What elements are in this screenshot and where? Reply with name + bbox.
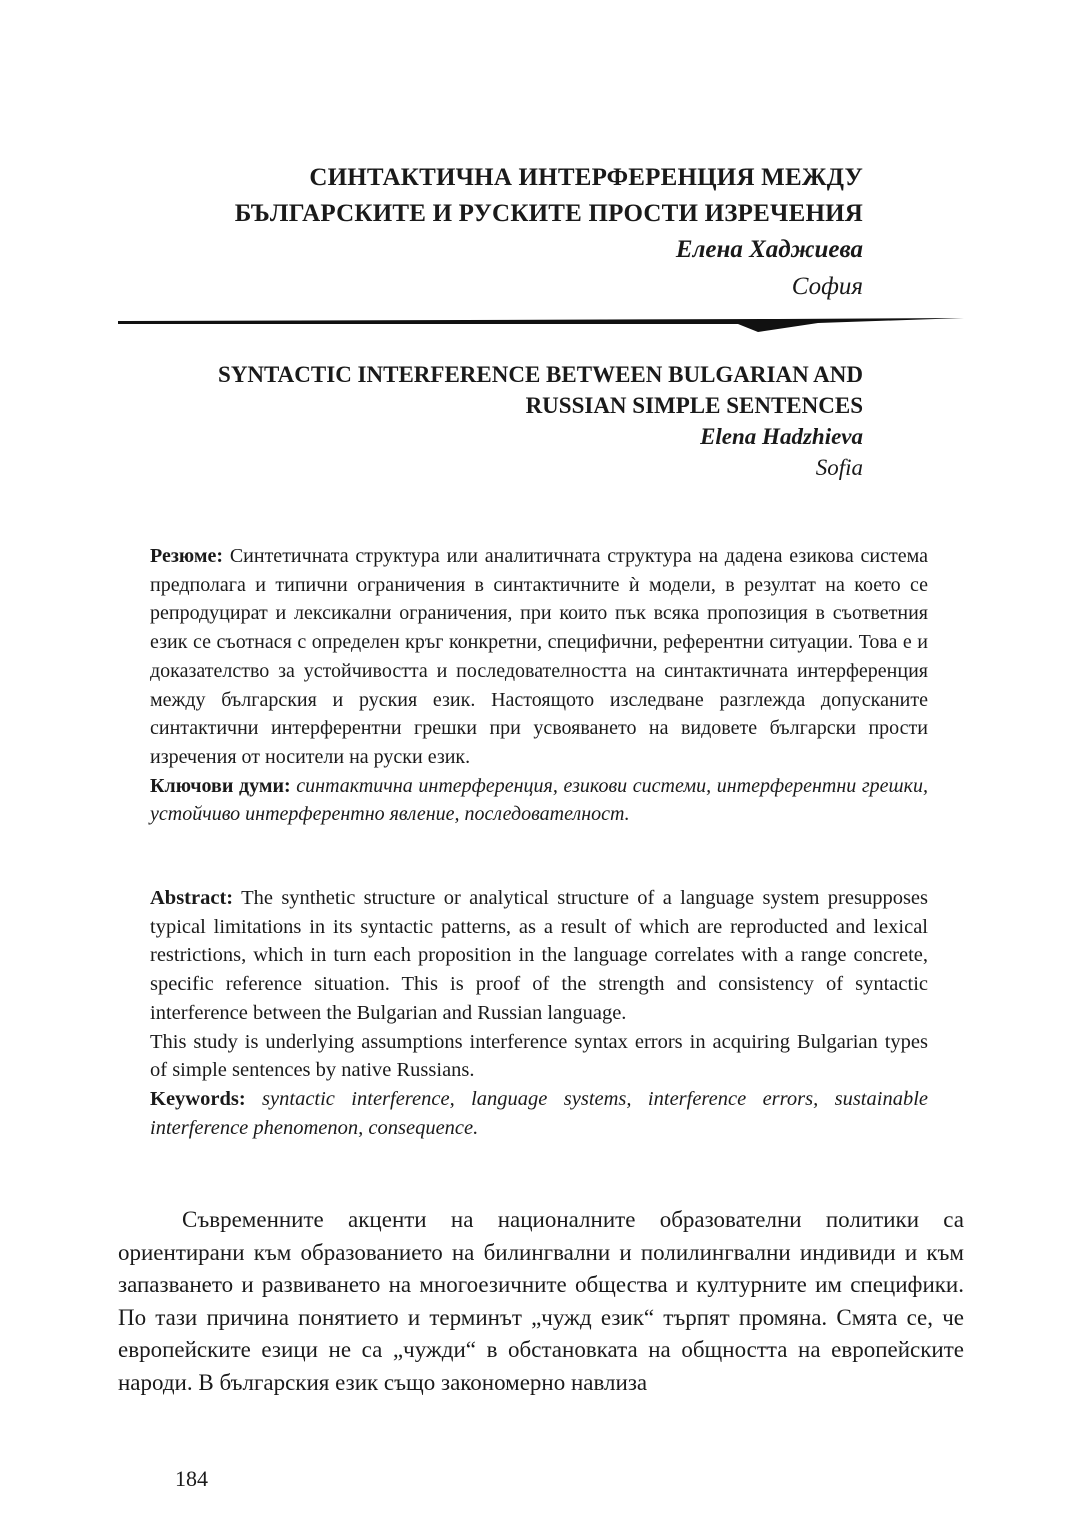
abstract-bulgarian (150, 542, 928, 829)
body-text (118, 1204, 964, 1399)
title-block-english (103, 359, 863, 483)
abstract-bg-paragraph (150, 542, 928, 772)
keywords-en-paragraph (150, 1085, 928, 1142)
keywords-bg-text: синтактична интерференция, езикови системи, интерферентни грешки, устойчиво интерферентно явление, последователност. (150, 774, 929, 826)
title-divider-rule (118, 315, 964, 335)
page-number: 184 (175, 1466, 208, 1491)
city-bg: София (791, 273, 863, 300)
city-en: Sofia (815, 455, 863, 480)
abstract-en-paragraph (150, 884, 928, 1028)
keywords-bg-label: Ключови думи: (150, 774, 291, 797)
abstract-english (150, 884, 928, 1142)
title-en-line-1: SYNTACTIC INTERFERENCE BETWEEN BULGARIAN AND (218, 362, 863, 387)
title-en-line-2: RUSSIAN SIMPLE SENTENCES (525, 393, 863, 418)
abstract-en-paragraph-2: This study is underlying assumptions interference syntax errors in acquiring Bulgarian types of simple sentences by native Russians. (150, 1030, 928, 1082)
keywords-bg-paragraph (150, 772, 928, 829)
abstract-en-text: The synthetic structure or analytical structure of a language system presupposes typical limitations in its syntactic patterns, as a result of which are reproducted and lexical restrictions, which in turn each proposition in the language correlates with a range concrete, specific reference situation. This is proof of the strength and consistency of syntactic interference between the Bulgarian and Russian language. (150, 887, 928, 1024)
title-bg-line-1: СИНТАКТИЧНА ИНТЕРФЕРЕНЦИЯ МЕЖДУ (309, 164, 863, 191)
author-bg: Елена Хаджиева (675, 236, 863, 263)
keywords-en-text: syntactic interference, language systems, interference errors, sustainable interference phenomenon, consequence. (150, 1087, 928, 1139)
title-block-bulgarian (103, 160, 863, 306)
abstract-en-label: Abstract: (150, 887, 234, 909)
author-en: Elena Hadzhieva (700, 424, 863, 449)
abstract-bg-label: Резюме: (150, 545, 224, 567)
body-paragraph: Съвременните акценти на националните образователни политики са ориентирани към образованието на билингвални и полилингвални индивиди и към запазването и развиването на многоезичните общества и културните им специфики. По тази причина понятието и терминът „чужд език“ търпят промяна. Смята се, че европейските езици не са „чужди“ в обстановката на общността на европейските народи. В българския език също закономерно навлиза (118, 1207, 964, 1395)
keywords-en-label: Keywords: (150, 1087, 246, 1110)
title-bg-line-2: БЪЛГАРСКИТЕ И РУСКИТЕ ПРОСТИ ИЗРЕЧЕНИЯ (234, 200, 863, 227)
abstract-bg-text: Синтетичната структура или аналитичната структура на дадена езикова система предполага и типични ограничения в синтактичните ѝ модели, в резултат на което се репродуцират и лексикални ограничения, при които пък всяка пропозиция в съответния език се съотнася с определен кръг конкретни, специфични, референтни ситуации. Това е и доказателство за устойчивостта и последователността на синтактичната интерференция между българския и руския език. Настоящото изследване разглежда допусканите синтактични интерферентни грешки при усвояването на видовете български прости изречения от носители на руски език. (150, 545, 928, 768)
